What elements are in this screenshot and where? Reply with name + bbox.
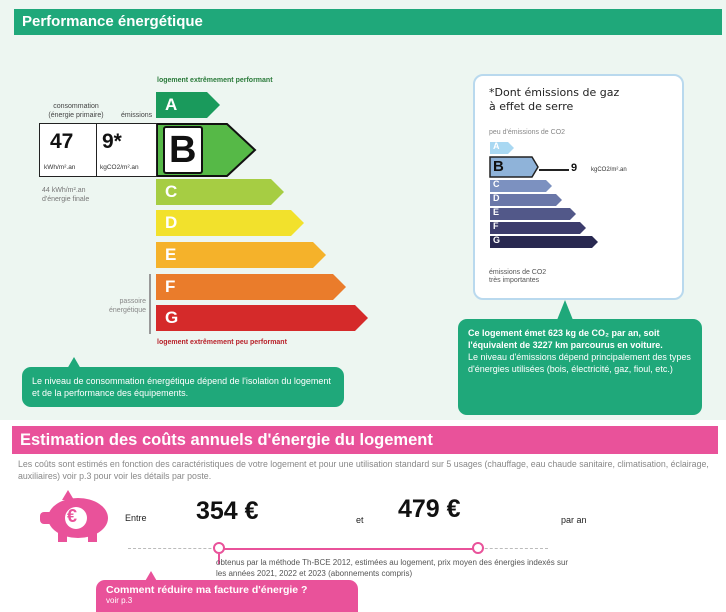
dpe-class-letter: G (165, 308, 179, 327)
dpe-class-letter: F (165, 277, 176, 296)
ges-value: 9 (571, 162, 578, 174)
piggy-euro-symbol: € (67, 506, 78, 526)
passoire-bracket (149, 274, 151, 334)
callout-left: Le niveau de consommation énergétique dépend de l'isolation du logement et de la performance des équipements. (22, 367, 344, 407)
callout-right (458, 319, 702, 415)
ges-unit: kgCO2/m².an (591, 167, 627, 173)
dpe-current-class-pointer (157, 123, 257, 182)
ges-class-letter: B (493, 158, 504, 175)
dpe-class-f (156, 274, 346, 305)
callout-right-normal: Le niveau d'émissions dépend principalement des types d'énergies utilisées (bois, électricité, gaz, fioul, etc.) (468, 352, 691, 374)
consumption-value: 47 (50, 130, 74, 153)
ges-class-letter: A (493, 141, 500, 151)
and-label: et (356, 515, 364, 525)
cost-header: Estimation des coûts annuels d'énergie du logement (12, 426, 718, 454)
passoire-label: passoire énergétique (109, 298, 146, 314)
ges-bottom-label: émissions de CO2 très importantes (489, 269, 547, 284)
ges-pointer-line (539, 169, 569, 171)
performance-header: Performance énergétique (14, 9, 722, 35)
dpe-class-letter: D (165, 213, 178, 232)
value-box-divider (96, 124, 97, 176)
ges-top-label: peu d'émissions de CO2 (489, 129, 566, 136)
ges-title: *Dont émissions de gaz à effet de serre (489, 86, 620, 113)
dpe-value-box (39, 123, 157, 177)
dpe-class-g (156, 305, 368, 336)
per-year-label: par an (561, 515, 587, 525)
emissions-value: 9* (102, 130, 122, 153)
emissions-unit: kgCO2/m².an (100, 164, 139, 171)
dpe-top-label: logement extrêmement performant (157, 77, 273, 84)
final-energy-note: 44 kWh/m².an d'énergie finale (42, 187, 90, 203)
ges-class-letter: D (493, 193, 500, 203)
cost-description: Les coûts sont estimés en fonction des caractéristiques de votre logement et pour une utilisation standard sur 5 usages (chauffage, eau chaude sanitaire, climatisation, éclairage, auxiliaires) voir p.3 pour voir les détails par poste. (18, 459, 709, 481)
ges-class-letter: E (493, 207, 500, 217)
dpe-class-letter: A (165, 95, 178, 114)
min-price: 354 € (196, 497, 259, 525)
dpe-bottom-label: logement extrêmement peu performant (157, 339, 287, 346)
callout-right-bold: Ce logement émet 623 kg de CO₂ par an, soit l'équivalent de 3227 km parcourus en voiture. (468, 328, 663, 350)
between-label: Entre (125, 513, 147, 523)
consumption-unit: kWh/m².an (44, 164, 76, 171)
consumption-label: consommation (énergie primaire) (48, 103, 104, 119)
emissions-label: émissions (121, 112, 153, 119)
dpe-class-c (156, 179, 284, 210)
range-max-marker (472, 542, 484, 554)
dpe-class-d (156, 210, 304, 241)
dpe-class-letter: C (165, 182, 178, 201)
tip-box[interactable] (96, 580, 358, 612)
method-note: obtenus par la méthode Th-BCE 2012, estimées au logement, prix moyen des énergies indexés sur les années 2021, 2022 et 2023 (abonnements compris) (216, 558, 569, 578)
ges-class-g (489, 235, 599, 254)
ges-class-letter: G (493, 235, 501, 245)
tip-title: Comment réduire ma facture d'énergie ? (106, 584, 308, 596)
range-min-marker (213, 542, 225, 554)
dpe-class-a (156, 92, 220, 123)
ges-class-letter: C (493, 179, 500, 189)
ges-card (473, 74, 684, 300)
dpe-class-e (156, 242, 326, 273)
dpe-current-class-letter: B (169, 129, 197, 171)
tip-link[interactable]: voir p.3 (106, 596, 133, 605)
range-line (219, 548, 478, 550)
max-price: 479 € (398, 495, 461, 523)
ges-class-letter: F (493, 221, 499, 231)
piggy-bank-icon (36, 488, 116, 549)
dpe-class-letter: E (165, 245, 177, 264)
